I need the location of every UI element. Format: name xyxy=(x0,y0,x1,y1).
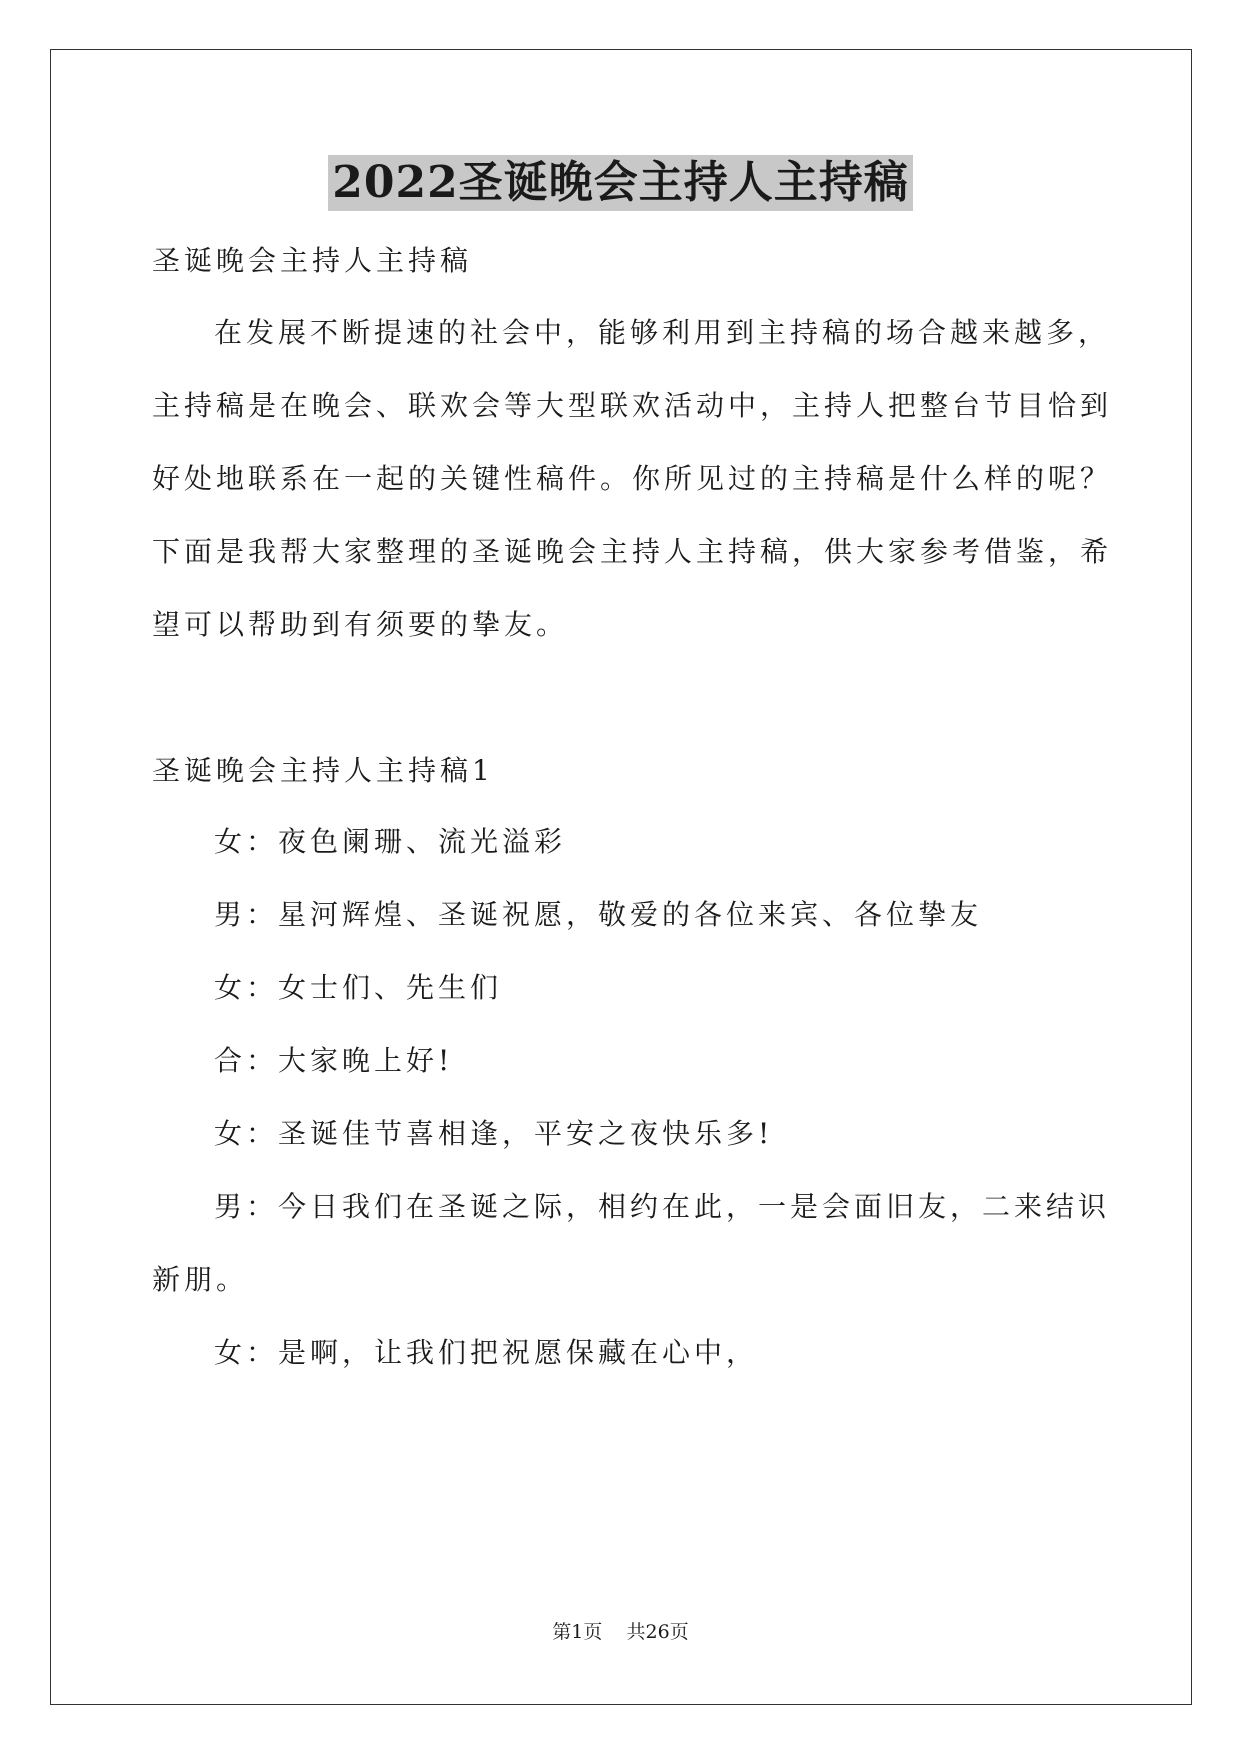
dialogue-line: 女：女士们、先生们 xyxy=(214,971,503,1004)
intro-line: 在发展不断提速的社会中，能够利用到主持稿的场合越来越多， xyxy=(214,316,1111,349)
title-container xyxy=(0,155,1241,211)
document-title: 2022圣诞晚会主持人主持稿 xyxy=(328,155,912,211)
intro-line: 好处地联系在一起的关键性稿件。你所见过的主持稿是什么样的呢？ xyxy=(152,462,1113,495)
intro-line: 下面是我帮大家整理的圣诞晚会主持人主持稿，供大家参考借鉴，希 xyxy=(152,535,1113,568)
intro-line: 望可以帮助到有须要的挚友。 xyxy=(152,608,569,641)
dialogue-line: 男：星河辉煌、圣诞祝愿，敬爱的各位来宾、各位挚友 xyxy=(214,898,983,931)
dialogue-line: 新朋。 xyxy=(152,1263,249,1296)
page-footer xyxy=(0,1620,1241,1644)
total-pages: 共26页 xyxy=(626,1621,689,1643)
section-heading: 圣诞晚会主持人主持稿1 xyxy=(152,754,494,787)
dialogue-line: 女：夜色阑珊、流光溢彩 xyxy=(214,825,567,858)
dialogue-line: 女：是啊，让我们把祝愿保藏在心中， xyxy=(214,1336,759,1369)
subtitle: 圣诞晚会主持人主持稿 xyxy=(152,244,473,277)
dialogue-line: 男：今日我们在圣诞之际，相约在此，一是会面旧友，二来结识 xyxy=(214,1190,1111,1223)
intro-line: 主持稿是在晚会、联欢会等大型联欢活动中，主持人把整台节目恰到 xyxy=(152,389,1113,422)
page-border xyxy=(50,49,1192,1705)
page-number: 第1页 xyxy=(552,1621,603,1643)
dialogue-line: 合：大家晚上好! xyxy=(214,1044,454,1077)
dialogue-line: 女：圣诞佳节喜相逢，平安之夜快乐多! xyxy=(214,1117,774,1150)
